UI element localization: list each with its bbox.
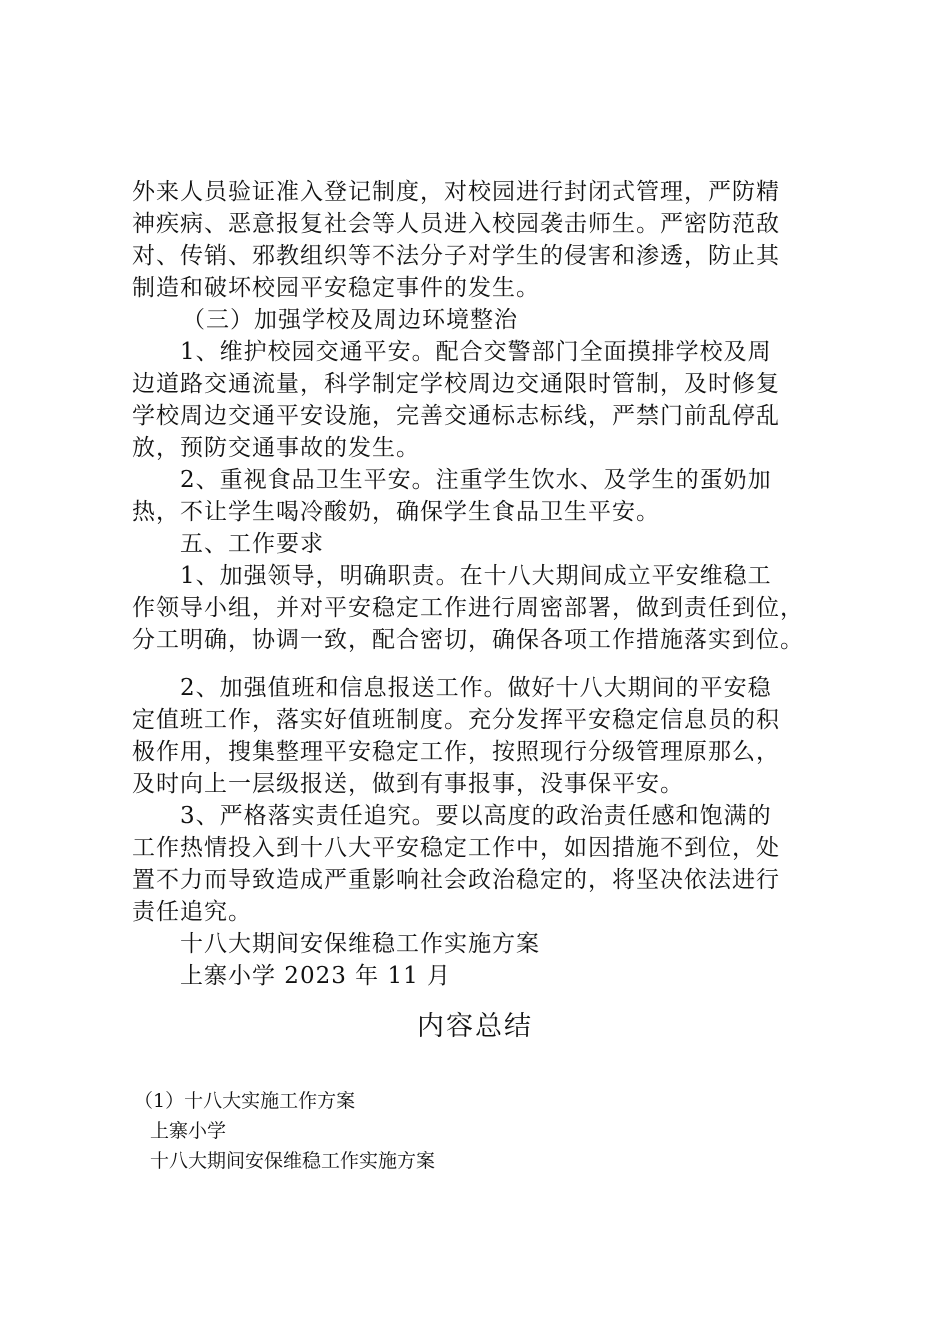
body-line: 制造和破坏校园平安稳定事件的发生。 — [132, 275, 540, 301]
document-body — [132, 176, 838, 989]
body-line: 1、维护校园交通平安。配合交警部门全面摸排学校及周 — [180, 339, 772, 365]
body-line: 学校周边交通平安设施，完善交通标志标线，严禁门前乱停乱 — [132, 403, 780, 429]
body-line: 2、加强值班和信息报送工作。做好十八大期间的平安稳 — [180, 675, 772, 701]
body-line: 及时向上一层级报送，做到有事报事，没事保平安。 — [132, 771, 684, 797]
body-line: 边道路交通流量，科学制定学校周边交通限时管制，及时修复 — [132, 371, 780, 397]
body-line: 2、重视食品卫生平安。注重学生饮水、及学生的蛋奶加 — [180, 467, 772, 493]
body-line: 神疾病、恶意报复社会等人员进入校园袭击师生。严密防范敌 — [132, 211, 780, 237]
body-line: 外来人员验证准入登记制度，对校园进行封闭式管理，严防精 — [132, 179, 780, 205]
body-line: 对、传销、邪教组织等不法分子对学生的侵害和渗透，防止其 — [132, 243, 780, 269]
body-line: 作领导小组，并对平安稳定工作进行周密部署，做到责任到位， — [132, 595, 804, 621]
summary-item: （1）十八大实施工作方案 — [134, 1090, 356, 1112]
document-signature-date: 上寨小学 2023 年 11 月 — [180, 963, 452, 989]
section-heading: （三）加强学校及周边环境整治 — [182, 307, 518, 333]
summary-item: 上寨小学 — [150, 1120, 227, 1142]
summary-title: 内容总结 — [417, 1011, 533, 1042]
body-line: 责任追究。 — [132, 899, 252, 925]
body-line: 1、加强领导，明确职责。在十八大期间成立平安维稳工 — [180, 563, 772, 589]
body-line: 分工明确，协调一致，配合密切，确保各项工作措施落实到位。 — [132, 627, 804, 653]
summary-list — [132, 1086, 832, 1186]
document-signature-title: 十八大期间安保维稳工作实施方案 — [180, 931, 540, 957]
body-line: 工作热情投入到十八大平安稳定工作中，如因措施不到位，处 — [132, 835, 780, 861]
body-line: 置不力而导致造成严重影响社会政治稳定的，将坚决依法进行 — [132, 867, 780, 893]
body-line: 放，预防交通事故的发生。 — [132, 435, 420, 461]
section-heading: 五、工作要求 — [180, 531, 324, 557]
body-line: 定值班工作，落实好值班制度。充分发挥平安稳定信息员的积 — [132, 707, 780, 733]
body-line: 3、严格落实责任追究。要以高度的政治责任感和饱满的 — [180, 803, 772, 829]
summary-item: 十八大期间安保维稳工作实施方案 — [150, 1150, 436, 1172]
body-line: 极作用，搜集整理平安稳定工作，按照现行分级管理原那么， — [132, 739, 780, 765]
body-line: 热，不让学生喝冷酸奶，确保学生食品卫生平安。 — [132, 499, 660, 525]
